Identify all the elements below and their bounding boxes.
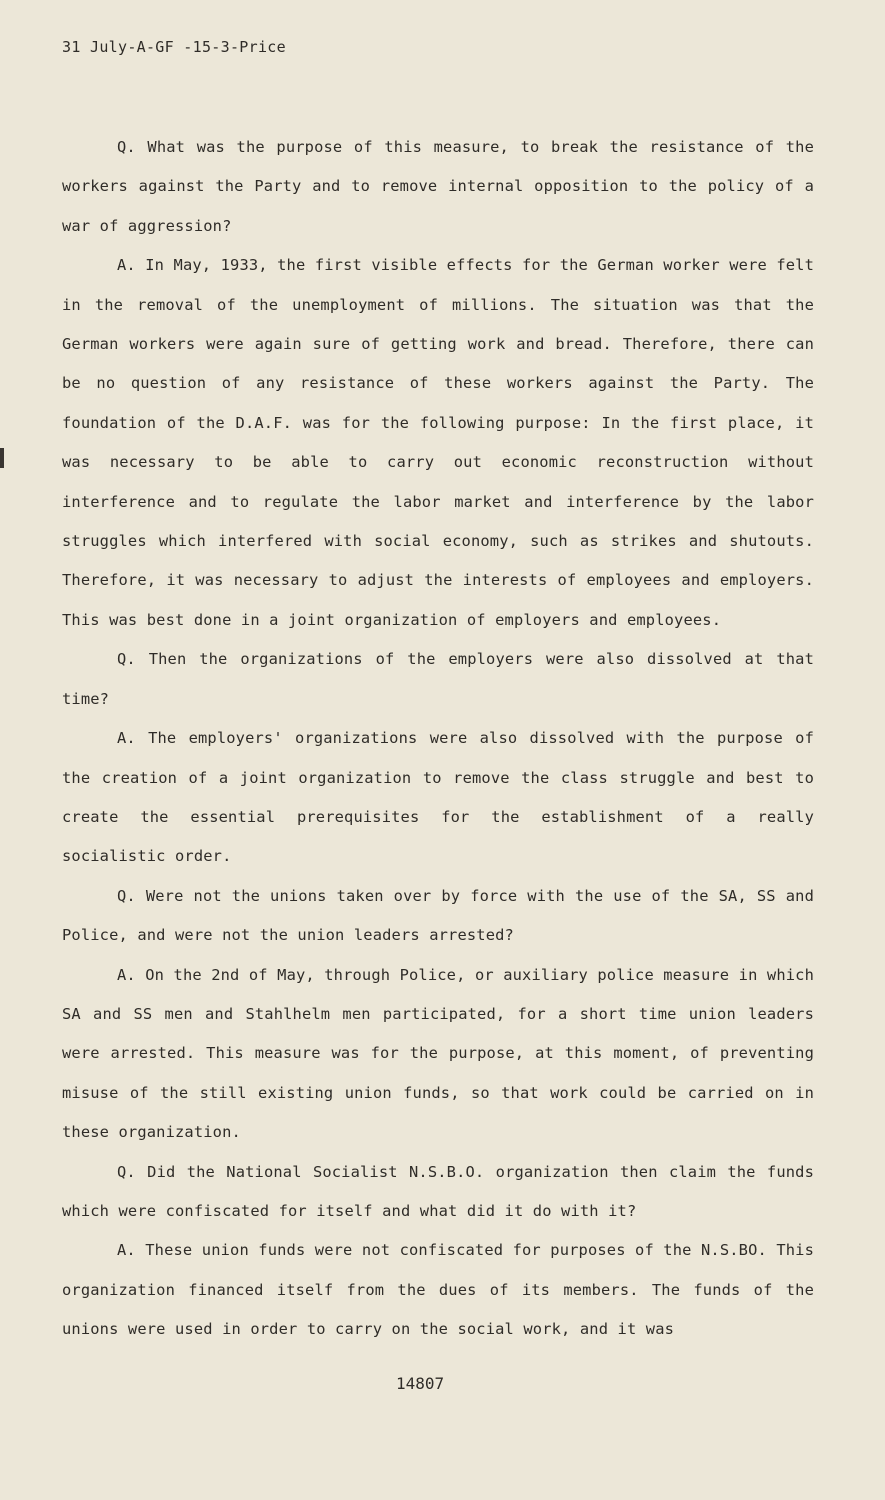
transcript-body (62, 128, 814, 1350)
question-paragraph: Q. Did the National Socialist N.S.B.O. organization then claim the funds which were confiscated for itself and what did it do with it? (62, 1162, 814, 1220)
answer-paragraph: A. The employers' organizations were also dissolved with the purpose of the creation of a joint organization to remove the class struggle and best to create the essential prerequisites for the establishment of a really socialistic order. (62, 729, 814, 866)
page-header: 31 July-A-GF -15-3-Price (62, 38, 286, 56)
question-paragraph: Q. What was the purpose of this measure, to break the resistance of the workers against the Party and to remove internal opposition to the policy of a war of aggression? (62, 138, 814, 235)
answer-paragraph: A. These union funds were not confiscated for purposes of the N.S.BO. This organization financed itself from the dues of its members. The funds of the unions were used in order to carry on the social work, and it was (62, 1241, 814, 1339)
answer-paragraph: A. On the 2nd of May, through Police, or auxiliary police measure in which SA and SS men and Stahlhelm men participated, for a short time union leaders were arrested. This measure was for the purpose, at this moment, of preventing misuse of the still existing union funds, so that work could be carried on in these organization. (62, 965, 814, 1142)
question-paragraph: Q. Then the organizations of the employers were also dissolved at that time? (62, 650, 814, 708)
answer-paragraph: A. In May, 1933, the first visible effects for the German worker were felt in the removal of the unemployment of millions. The situation was that the German workers were again sure of getting work and bread. Therefore, there can be no question of any resistance of these workers against the Party. The foundation of the D.A.F. was for the following purpose: In the first place, it was necessary to be able to carry out economic reconstruction without interference and to regulate the labor market and interference by the labor struggles which interfered with social economy, such as strikes and shutouts. Therefore, it was necessary to adjust the interests of employees and employers. This was best done in a joint organization of employers and employees. (62, 256, 814, 629)
binding-mark (0, 448, 4, 468)
question-paragraph: Q. Were not the unions taken over by force with the use of the SA, SS and Police, and were not the union leaders arrested? (62, 886, 814, 945)
page-number: 14807 (396, 1374, 445, 1393)
